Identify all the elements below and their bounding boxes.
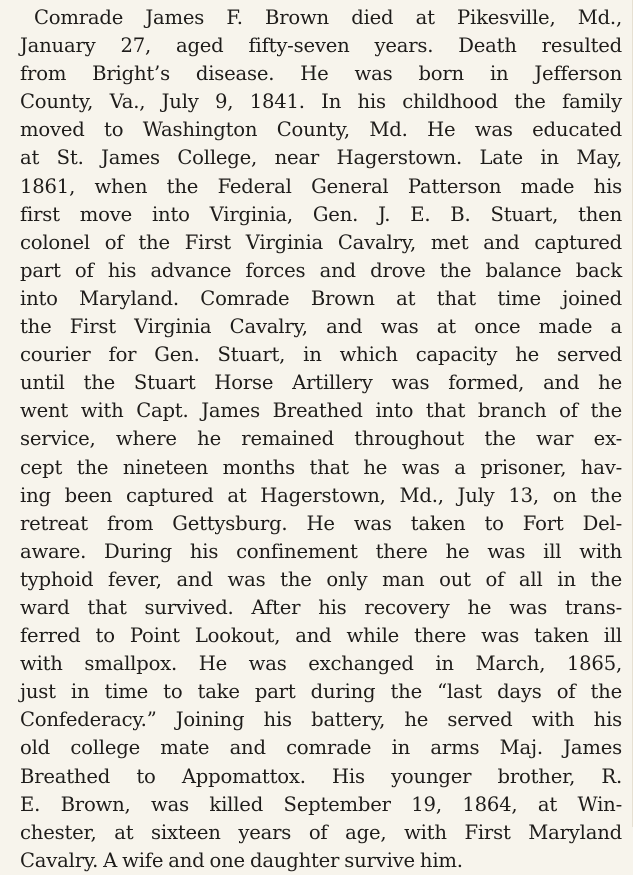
text-line-1: Comrade James F. Brown died at Pikesville, Md., xyxy=(34,6,622,29)
text-line-5: moved to Washington County, Md. He was educated xyxy=(20,118,622,142)
text-line-11: into Maryland. Comrade Brown at that time joined xyxy=(20,286,622,310)
text-line-29: E. Brown, was killed September 19, 1864, at Win- xyxy=(20,792,622,816)
text-line-14: until the Stuart Horse Artillery was formed, and he xyxy=(20,371,622,395)
text-line-8: first move into Virginia, Gen. J. E. B. Stuart, then xyxy=(20,202,622,226)
text-line-23: ferred to Point Lookout, and while there was taken ill xyxy=(20,624,622,648)
text-line-28: Breathed to Appomattox. His younger brother, R. xyxy=(20,764,622,788)
text-line-6: at St. James College, near Hagerstown. Late in May, xyxy=(20,146,622,170)
text-line-19: retreat from Gettysburg. He was taken to Fort Del- xyxy=(20,511,622,535)
text-line-12: the First Virginia Cavalry, and was at once made a xyxy=(20,315,622,339)
text-line-20: aware. During his confinement there he was ill with xyxy=(20,539,622,563)
text-line-18: ing been captured at Hagerstown, Md., July 13, on the xyxy=(20,483,622,507)
text-line-25: just in time to take part during the “last days of the xyxy=(20,680,622,704)
text-line-4: County, Va., July 9, 1841. In his childhood the family xyxy=(20,90,622,114)
text-line-2: January 27, aged fifty-seven years. Death resulted xyxy=(20,34,622,58)
text-line-22: ward that survived. After his recovery he was trans- xyxy=(20,595,622,619)
text-line-21: typhoid fever, and was the only man out of all in the xyxy=(20,567,622,591)
text-line-26: Confederacy.” Joining his battery, he served with his xyxy=(20,708,622,732)
text-line-24: with smallpox. He was exchanged in March, 1865, xyxy=(20,652,622,676)
obituary-paragraph xyxy=(20,4,622,875)
text-line-10: part of his advance forces and drove the balance back xyxy=(20,258,622,282)
text-line-13: courier for Gen. Stuart, in which capacity he served xyxy=(20,343,622,367)
text-line-3: from Bright’s disease. He was born in Jefferson xyxy=(20,62,622,86)
text-line-17: cept the nineteen months that he was a prisoner, hav- xyxy=(20,455,622,479)
text-line-9: colonel of the First Virginia Cavalry, met and captured xyxy=(20,230,622,254)
text-line-31: Cavalry. A wife and one daughter survive him. xyxy=(20,848,463,872)
text-line-15: went with Capt. James Breathed into that branch of the xyxy=(20,399,622,423)
text-line-30: chester, at sixteen years of age, with First Maryland xyxy=(20,820,622,844)
text-line-7: 1861, when the Federal General Patterson made his xyxy=(20,174,622,198)
text-line-27: old college mate and comrade in arms Maj. James xyxy=(20,736,622,760)
text-line-16: service, where he remained throughout the war ex- xyxy=(20,427,622,451)
